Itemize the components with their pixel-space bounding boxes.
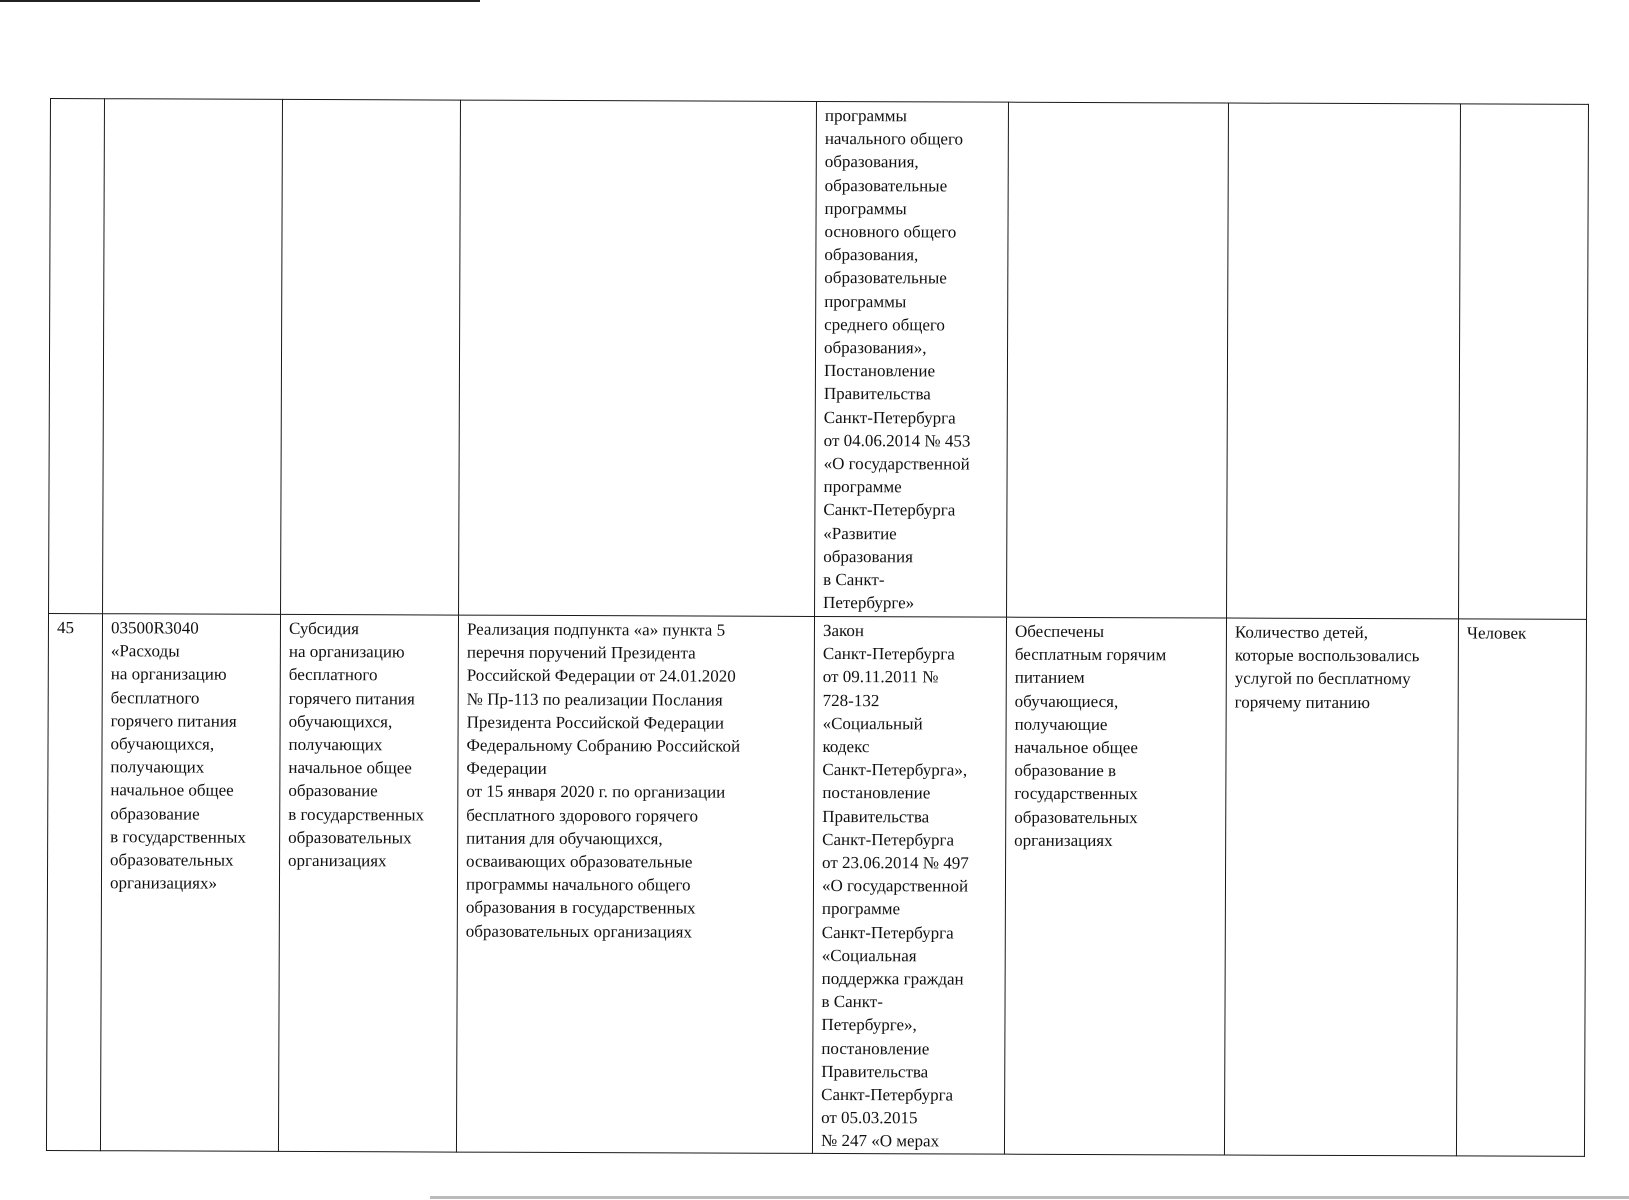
cell-indicator	[1227, 103, 1461, 619]
cell-result: Обеспечены бесплатным горячим питанием обучающиеся, получающие начальное общее образование в государственных образовательных организациях	[1004, 617, 1226, 1155]
cell-subsidy	[281, 99, 461, 615]
cell-code-name	[103, 99, 283, 615]
scan-edge-top	[0, 0, 480, 2]
cell-code-name: 03500R3040 «Расходы на организацию бесплатного горячего питания обучающихся, получающих начальное общее образование в государственных образовательных организациях»	[100, 614, 280, 1151]
cell-number	[49, 99, 105, 614]
table-row-continuation	[49, 99, 1589, 620]
cell-subsidy: Субсидия на организацию бесплатного горячего питания обучающихся, получающих начальное общее образование в государственных образовательных организациях	[278, 614, 458, 1151]
cell-legal-basis: программы начального общего образования, образовательные программы основного общего образования, образовательные программы среднего общего образования», Постановление Правительства Санкт-Петербурга от 04.06.2014 № 453 «О государственной программе Санкт-Петербурга «Развитие образования в Санкт- Петербурге»	[815, 101, 1009, 617]
cell-unit	[1459, 104, 1589, 619]
cell-result	[1007, 102, 1229, 618]
subsidy-table	[46, 98, 1589, 1157]
table-row-45	[46, 613, 1586, 1156]
cell-purpose	[459, 100, 817, 616]
cell-indicator: Количество детей, которые воспользовались услугой по бесплатному горячему питанию	[1224, 618, 1458, 1156]
scan-edge-bottom	[430, 1196, 1629, 1199]
cell-number: 45	[46, 613, 102, 1150]
cell-legal-basis: Закон Санкт-Петербурга от 09.11.2011 № 728-132 «Социальный кодекс Санкт-Петербурга», постановление Правительства Санкт-Петербурга от 23.06.2014 № 497 «О государственной программе Санкт-Петербурга «Социальная поддержка граждан в Санкт- Петербурге», постановление Правительства Санкт-Петербурга от 05.03.2015 № 247 «О мерах	[812, 616, 1006, 1153]
cell-purpose: Реализация подпункта «а» пункта 5 перечня поручений Президента Российской Федерации от 24.01.2020 № Пр-113 по реализации Послания Президента Российской Федерации Федеральному Собранию Российской Федерации от 15 января 2020 г. по организации бесплатного здорового горячего питания для обучающихся, осваивающих образовательные программы начального общего образования в государственных образовательных организациях	[456, 615, 814, 1153]
cell-unit: Человек	[1456, 619, 1586, 1156]
